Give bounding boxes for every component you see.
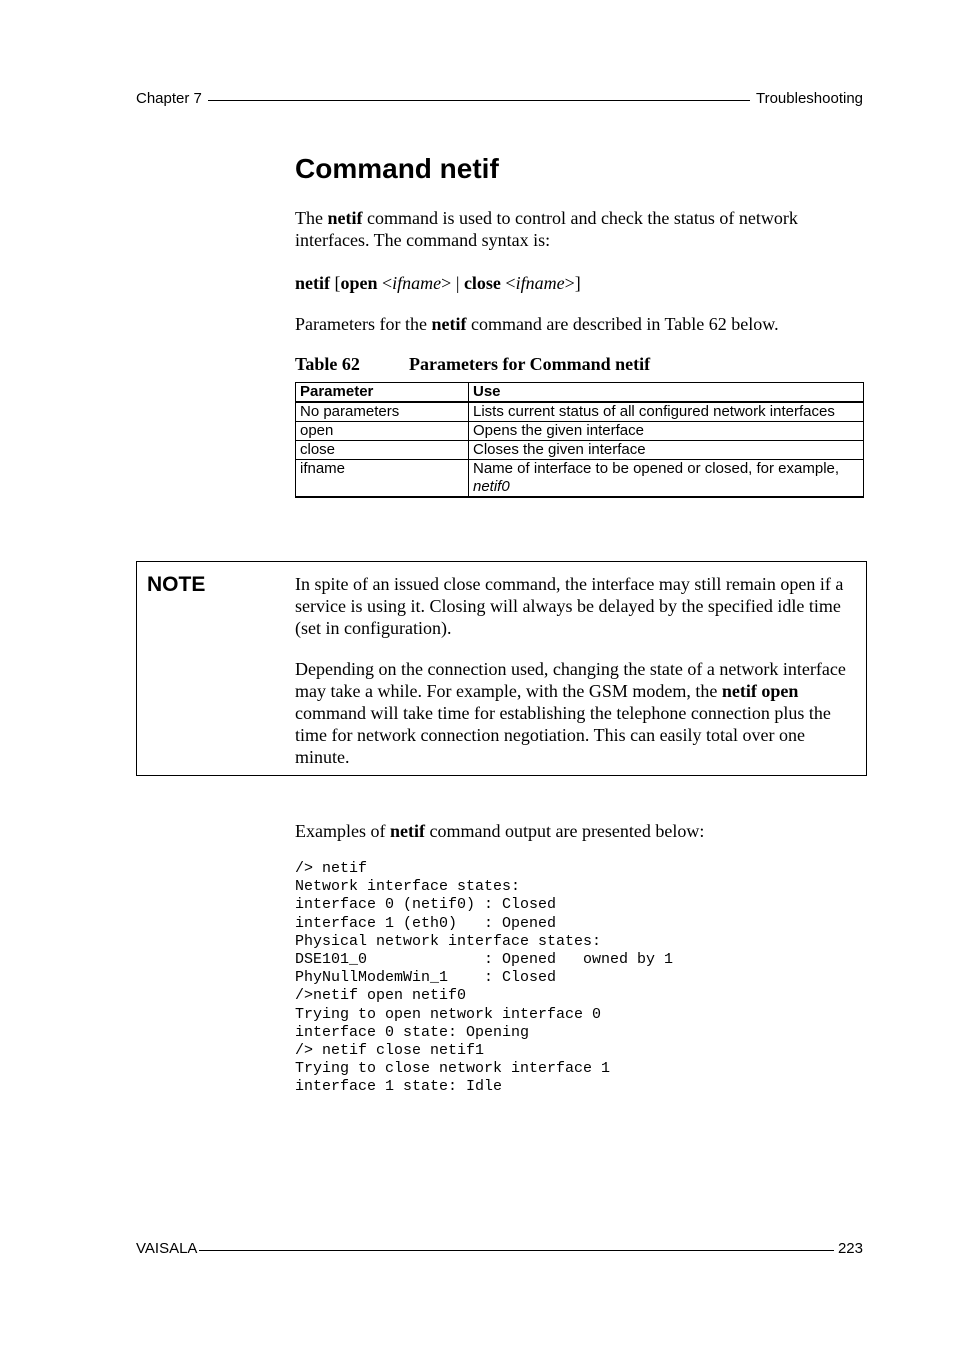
- running-footer: [136, 1240, 863, 1257]
- use-cell: Opens the given interface: [469, 422, 864, 441]
- column-header-parameter: Parameter: [296, 383, 469, 403]
- syntax-arg-ifname-2: ifname: [515, 273, 565, 293]
- intro-command: netif: [327, 208, 363, 228]
- header-rule: [208, 100, 750, 101]
- table-number: Table 62: [295, 354, 360, 374]
- use-cell: Closes the given interface: [469, 441, 864, 460]
- note-body: [295, 573, 860, 768]
- examples-intro-text: Examples of: [295, 821, 390, 841]
- examples-intro-text-rest: command output are presented below:: [424, 821, 705, 841]
- use-text: Name of interface to be opened or closed, for example,: [473, 460, 840, 477]
- company-name: VAISALA: [136, 1240, 198, 1257]
- syntax-end: >]: [564, 273, 581, 293]
- table-row: [296, 441, 864, 460]
- param-cell: open: [296, 422, 469, 441]
- chapter-label: Chapter 7: [136, 90, 202, 107]
- params-intro-paragraph: [295, 313, 865, 335]
- params-intro-text: Parameters for the: [295, 314, 432, 334]
- table-row: [296, 422, 864, 441]
- use-example: netif0: [473, 478, 510, 495]
- syntax-open: open: [340, 273, 378, 293]
- note-command: netif open: [721, 681, 799, 701]
- intro-text: The: [295, 208, 328, 228]
- intro-text-rest: command is used to control and check the status of network interfaces. The command syntax is:: [295, 208, 798, 250]
- table-title: Parameters for Command netif: [409, 354, 651, 374]
- page-number: 223: [837, 1240, 863, 1257]
- command-syntax: [295, 272, 865, 294]
- syntax-lt-2: <: [500, 273, 516, 293]
- examples-intro-command: netif: [389, 821, 425, 841]
- table-row: [296, 402, 864, 422]
- column-header-use: Use: [469, 383, 864, 403]
- syntax-close: close: [463, 273, 501, 293]
- note-text: Depending on the connection used, changing the state of a network interface may take a while. For example, with the GSM modem, the: [295, 659, 846, 701]
- footer-rule: [199, 1250, 834, 1251]
- note-paragraph-1: In spite of an issued close command, the interface may still remain open if a service is using it. Closing will always be delayed by the specified idle time (set in configuration).: [295, 574, 844, 638]
- param-cell: No parameters: [296, 402, 469, 422]
- syntax-bracket: [: [330, 273, 341, 293]
- use-cell: Lists current status of all configured network interfaces: [469, 402, 864, 422]
- syntax-pipe: > |: [441, 273, 464, 293]
- syntax-lt: <: [377, 273, 393, 293]
- page-title: Command netif: [295, 153, 499, 184]
- running-header: [136, 90, 863, 107]
- intro-paragraph: [295, 207, 865, 251]
- section-label: Troubleshooting: [755, 90, 863, 107]
- syntax-command: netif: [295, 273, 330, 293]
- table-header-row: [296, 383, 864, 403]
- table-caption: [295, 354, 650, 375]
- examples-intro-paragraph: [295, 820, 865, 842]
- syntax-arg-ifname: ifname: [392, 273, 442, 293]
- table-row: [296, 460, 864, 498]
- use-cell: [469, 460, 864, 498]
- param-cell: ifname: [296, 460, 469, 498]
- note-text-rest: command will take time for establishing the telephone connection plus the time for network connection negotiation. This can easily total over one minute.: [295, 703, 831, 767]
- note-paragraph-2: [295, 658, 860, 768]
- params-intro-command: netif: [431, 314, 467, 334]
- param-cell: close: [296, 441, 469, 460]
- command-output-example: /> netif Network interface states: interface 0 (netif0) : Closed interface 1 (eth0) : Opened Physical network interface states: DSE101_0 : Opened owned by 1 PhyNullModemWin_1 : Closed />netif open netif0 Trying to open network interface 0 interface 0 state: Opening /> netif close netif1 Trying to close network interface 1 interface 1 state: Idle: [295, 860, 674, 1096]
- parameters-table: [295, 382, 864, 498]
- params-intro-text-rest: command are described in Table 62 below.: [466, 314, 779, 334]
- note-box: [136, 561, 867, 776]
- note-label: NOTE: [147, 573, 206, 596]
